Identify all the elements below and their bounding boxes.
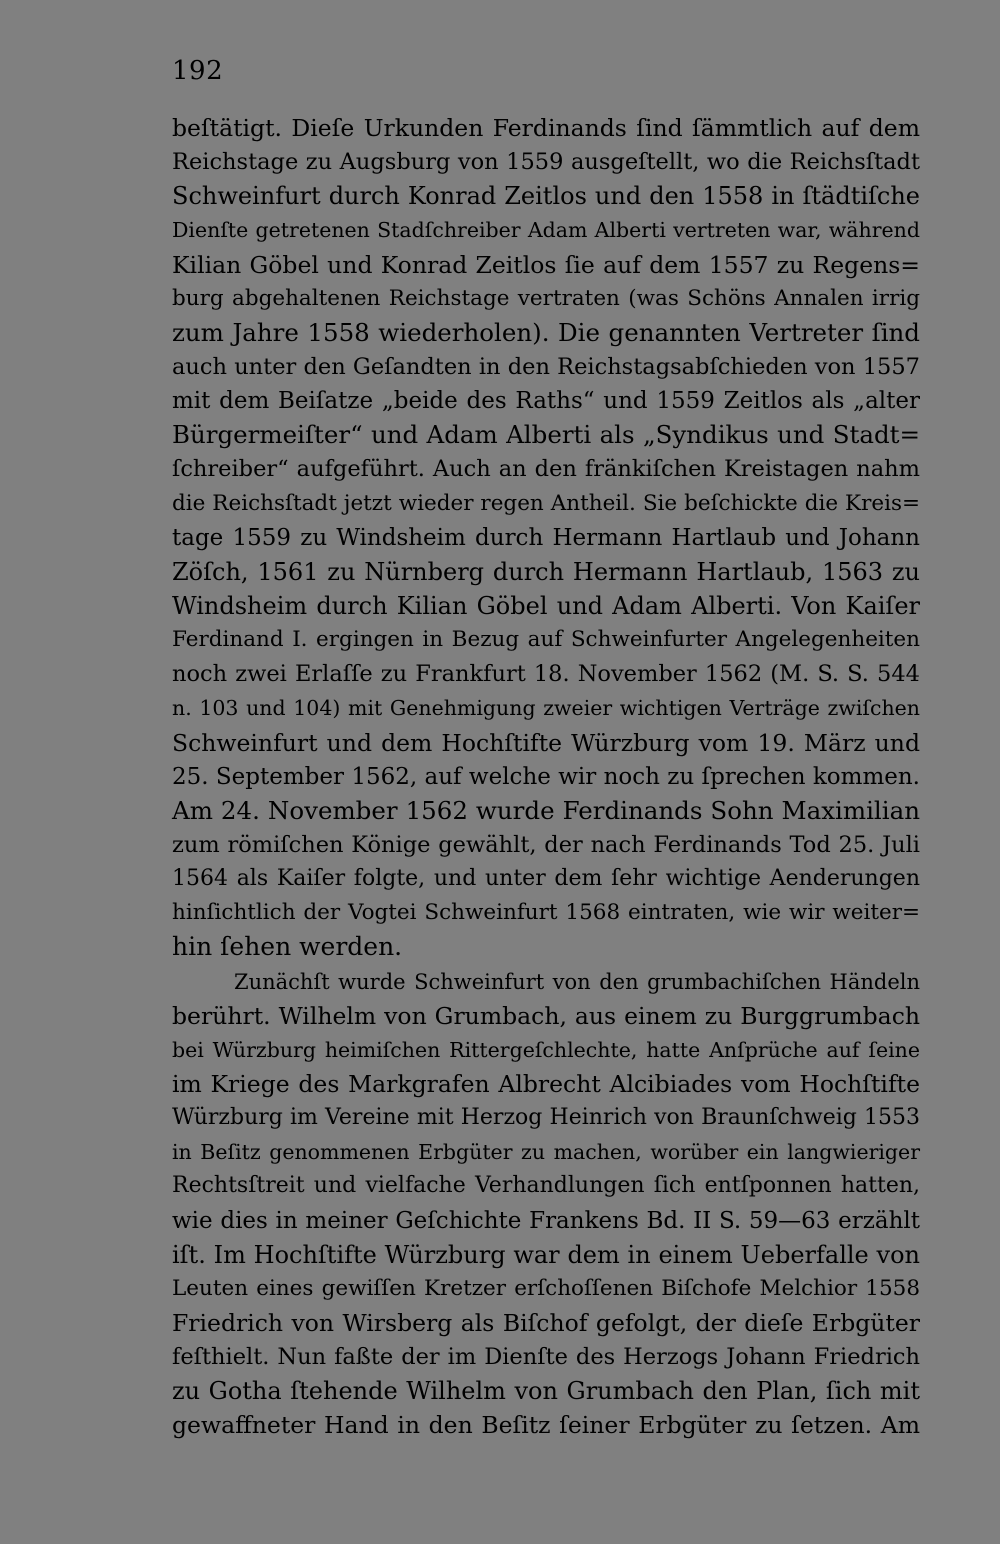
text-line: burg abgehaltenen Reichstage vertraten (was Schöns Annalen irrig bbox=[172, 285, 920, 311]
text-line: gewaffneter Hand in den Beſitz ſeiner Erbgüter zu ſetzen. Am bbox=[172, 1411, 920, 1440]
text-line: berührt. Wilhelm von Grumbach, aus einem zu Burggrumbach bbox=[172, 1001, 920, 1030]
text-line: noch zwei Erlaſſe zu Frankfurt 18. November 1562 (M. S. S. 544 bbox=[172, 661, 920, 688]
text-line: Rechtsſtreit und vielfache Verhandlungen ſich entſponnen hatten, bbox=[172, 1173, 920, 1199]
text-line: 1564 als Kaiſer folgte, und unter dem ſehr wichtige Aenderungen bbox=[172, 866, 920, 892]
text-line: die Reichsſtadt jetzt wieder regen Antheil. Sie beſchickte die Kreis= bbox=[172, 490, 920, 516]
text-line: tage 1559 zu Windsheim durch Hermann Hartlaub und Johann bbox=[172, 524, 920, 551]
text-line: Windsheim durch Kilian Göbel und Adam Alberti. Von Kaiſer bbox=[172, 591, 920, 620]
text-line: Reichstage zu Augsburg von 1559 ausgeſtellt, wo die Reichsſtadt bbox=[172, 149, 920, 176]
text-line: zum Jahre 1558 wiederholen). Die genannten Vertreter ſind bbox=[172, 317, 920, 347]
text-line: n. 103 und 104) mit Genehmigung zweier wichtigen Verträge zwiſchen bbox=[172, 696, 920, 721]
text-line: Schweinfurt und dem Hochſtifte Würzburg vom 19. März und bbox=[172, 728, 920, 757]
text-line: 25. September 1562, auf welche wir noch zu ſprechen kommen. bbox=[172, 763, 920, 790]
text-line: hin ſehen werden. bbox=[172, 932, 403, 962]
text-line: im Kriege des Markgrafen Albrecht Alcibiades vom Hochſtifte bbox=[172, 1069, 920, 1098]
text-line: Ferdinand I. ergingen in Bezug auf Schweinfurter Angelegenheiten bbox=[172, 627, 920, 653]
text-line: Zunächſt wurde Schweinfurt von den grumbachiſchen Händeln bbox=[234, 969, 920, 994]
text-line: Friedrich von Wirsberg als Biſchof gefolgt, der dieſe Erbgüter bbox=[172, 1308, 920, 1337]
text-line: beſtätigt. Dieſe Urkunden Ferdinands ſind ſämmtlich auf dem bbox=[172, 114, 920, 142]
body-text bbox=[172, 111, 920, 1442]
text-line: zu Gotha ſtehende Wilhelm von Grumbach den Plan, ſich mit bbox=[172, 1377, 920, 1406]
text-line: Schweinfurt durch Konrad Zeitlos und den 1558 in ſtädtiſche bbox=[172, 182, 920, 211]
text-line: Bürgermeiſter“ und Adam Alberti als „Syndikus und Stadt= bbox=[172, 420, 920, 450]
text-line: mit dem Beiſatze „beide des Raths“ und 1559 Zeitlos als „alter bbox=[172, 388, 920, 415]
text-line: ſchreiber“ aufgeführt. Auch an den fränkiſchen Kreistagen nahm bbox=[172, 456, 920, 483]
text-line: Dienſte getretenen Stadſchreiber Adam Alberti vertreten war, während bbox=[172, 218, 920, 243]
text-line: Zöſch, 1561 zu Nürnberg durch Hermann Hartlaub, 1563 zu bbox=[172, 557, 920, 586]
text-line: hinſichtlich der Vogtei Schweinfurt 1568 eintraten, wie wir weiter= bbox=[172, 900, 920, 926]
text-line: Würzburg im Vereine mit Herzog Heinrich von Braunſchweig 1553 bbox=[172, 1105, 920, 1131]
paragraph-1 bbox=[172, 111, 920, 965]
text-line: bei Würzburg heimiſchen Rittergeſchlechte, hatte Anſprüche auf ſeine bbox=[172, 1037, 920, 1062]
text-line: in Beſitz genommenen Erbgüter zu machen, worüber ein langwieriger bbox=[172, 1140, 920, 1165]
text-line: Am 24. November 1562 wurde Ferdinands Sohn Maximilian bbox=[172, 795, 920, 825]
paragraph-2 bbox=[172, 965, 920, 1443]
text-line: auch unter den Geſandten in den Reichstagsabſchieden von 1557 bbox=[172, 353, 920, 380]
text-line: Leuten eines gewiſſen Kretzer erſchoſſenen Biſchofe Melchior 1558 bbox=[172, 1275, 920, 1301]
text-line: Kilian Göbel und Konrad Zeitlos ſie auf dem 1557 zu Regens= bbox=[172, 250, 920, 279]
text-line: feſthielt. Nun faßte der im Dienſte des Herzogs Johann Friedrich bbox=[172, 1344, 920, 1371]
text-line: iſt. Im Hochſtifte Würzburg war dem in einem Ueberfalle von bbox=[172, 1240, 920, 1269]
text-line: zum römiſchen Könige gewählt, der nach Ferdinands Tod 25. Juli bbox=[172, 831, 920, 858]
page-number: 192 bbox=[172, 56, 224, 86]
text-line: wie dies in meiner Geſchichte Frankens Bd. II S. 59—63 erzählt bbox=[172, 1207, 920, 1234]
